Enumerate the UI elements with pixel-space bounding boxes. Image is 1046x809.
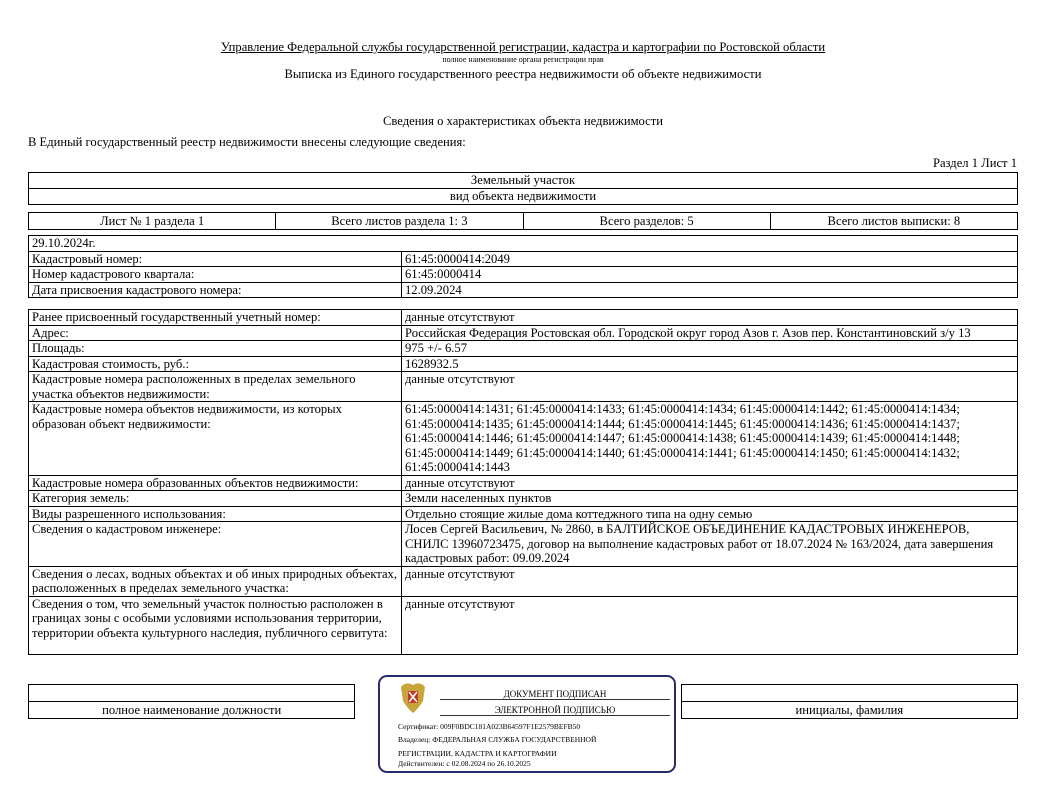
field-label: Сведения о том, что земельный участок полностью расположен в границах зоны с особыми условиями использования территории, территории объекта культурного наследия, публичного сервитута: <box>29 596 402 654</box>
field-label: Номер кадастрового квартала: <box>29 267 402 283</box>
name-caption: инициалы, фамилия <box>681 702 1017 719</box>
coat-of-arms-icon <box>398 679 428 719</box>
field-value: 61:45:0000414 <box>402 267 1018 283</box>
field-label: Площадь: <box>29 341 402 357</box>
table-row <box>29 267 1018 283</box>
signed-line-1: ДОКУМЕНТ ПОДПИСАН <box>440 689 670 700</box>
total-sheets: Всего листов выписки: 8 <box>770 213 1017 230</box>
table-row <box>29 310 1018 326</box>
main-info-table <box>28 235 1018 298</box>
object-type-table <box>28 172 1018 205</box>
characteristics-table <box>28 309 1018 655</box>
electronic-signature-stamp <box>378 675 676 773</box>
sheets-in-section: Всего листов раздела 1: 3 <box>276 213 523 230</box>
field-value: данные отсутствуют <box>402 310 1018 326</box>
position-caption: полное наименование должности <box>29 702 355 719</box>
field-value: 61:45:0000414:1431; 61:45:0000414:1433; 61:45:0000414:1434; 61:45:0000414:1442; 61:45:0000414:1434; 61:45:0000414:1435; 61:45:0000414:1444; 61:45:0000414:1445; 61:45:0000414:1436; 61:45:0000414:1437; 61:45:0000414:1446; 61:45:0000414:1447; 61:45:0000414:1438; 61:45:0000414:1439; 61:45:0000414:1448; 61:45:0000414:1449; 61:45:0000414:1440; 61:45:0000414:1441; 61:45:0000414:1450; 61:45:0000414:1432; 61:45:0000414:1443 <box>402 402 1018 476</box>
field-label: Кадастровая стоимость, руб.: <box>29 356 402 372</box>
field-value: Российская Федерация Ростовская обл. Городской округ город Азов г. Азов пер. Константиновский з/у 13 <box>402 325 1018 341</box>
field-value: данные отсутствуют <box>402 596 1018 654</box>
table-row <box>29 325 1018 341</box>
extract-date: 29.10.2024г. <box>29 236 1018 252</box>
object-type-caption: вид объекта недвижимости <box>29 189 1018 205</box>
table-row <box>29 491 1018 507</box>
table-row <box>29 506 1018 522</box>
table-row <box>29 596 1018 654</box>
field-label: Сведения о лесах, водных объектах и об иных природных объектах, расположенных в пределах земельного участка: <box>29 566 402 596</box>
table-row <box>29 402 1018 476</box>
table-row <box>29 522 1018 567</box>
table-row <box>29 356 1018 372</box>
sheet-number: Лист № 1 раздела 1 <box>29 213 276 230</box>
signed-line-2: ЭЛЕКТРОННОЙ ПОДПИСЬЮ <box>440 705 670 716</box>
field-value: 61:45:0000414:2049 <box>402 251 1018 267</box>
field-value: 975 +/- 6.57 <box>402 341 1018 357</box>
table-row <box>29 372 1018 402</box>
field-label: Ранее присвоенный государственный учетный номер: <box>29 310 402 326</box>
certificate: Сертификат: 009F0BDC181A023B64597F1E2579BEFB50 <box>398 722 581 731</box>
field-value: 12.09.2024 <box>402 282 1018 298</box>
organization-caption: полное наименование органа регистрации прав <box>442 55 604 64</box>
field-label: Кадастровый номер: <box>29 251 402 267</box>
table-row <box>29 566 1018 596</box>
intro-text: В Единый государственный реестр недвижимости внесены следующие сведения: <box>28 135 466 149</box>
table-row <box>29 282 1018 298</box>
field-label: Категория земель: <box>29 491 402 507</box>
object-type: Земельный участок <box>29 173 1018 189</box>
field-value: данные отсутствуют <box>402 475 1018 491</box>
owner-line-1: Владелец: ФЕДЕРАЛЬНАЯ СЛУЖБА ГОСУДАРСТВЕННОЙ <box>398 735 597 744</box>
field-value: Земли населенных пунктов <box>402 491 1018 507</box>
field-label: Адрес: <box>29 325 402 341</box>
field-label: Дата присвоения кадастрового номера: <box>29 282 402 298</box>
field-value: данные отсутствуют <box>402 372 1018 402</box>
field-value: данные отсутствуют <box>402 566 1018 596</box>
field-label: Сведения о кадастровом инженере: <box>29 522 402 567</box>
table-row <box>29 341 1018 357</box>
field-label: Кадастровые номера образованных объектов недвижимости: <box>29 475 402 491</box>
section-title: Сведения о характеристиках объекта недвижимости <box>383 114 663 128</box>
owner-line-2: РЕГИСТРАЦИИ, КАДАСТРА И КАРТОГРАФИИ <box>398 749 557 758</box>
field-label: Виды разрешенного использования: <box>29 506 402 522</box>
field-value: Лосев Сергей Васильевич, № 2860, в БАЛТИЙСКОЕ ОБЪЕДИНЕНИЕ КАДАСТРОВЫХ ИНЖЕНЕРОВ, СНИЛС 13960723475, договор на выполнение кадастровых работ от 18.07.2024 № 163/2024, дата завершения кадастровых работ: 09.09.2024 <box>402 522 1018 567</box>
part-label: Раздел 1 Лист 1 <box>932 156 1017 170</box>
field-label: Кадастровые номера объектов недвижимости, из которых образован объект недвижимости: <box>29 402 402 476</box>
organization-name: Управление Федеральной службы государственной регистрации, кадастра и картографии по Ростовской области <box>220 40 826 54</box>
table-row <box>29 251 1018 267</box>
total-sections: Всего разделов: 5 <box>523 213 770 230</box>
table-row <box>29 475 1018 491</box>
field-label: Кадастровые номера расположенных в пределах земельного участка объектов недвижимости: <box>29 372 402 402</box>
field-value: Отдельно стоящие жилые дома коттеджного типа на одну семью <box>402 506 1018 522</box>
document-title: Выписка из Единого государственного реестра недвижимости об объекте недвижимости <box>284 67 762 81</box>
sheets-table <box>28 212 1018 230</box>
validity: Действителен: с 02.08.2024 по 26.10.2025 <box>398 759 531 768</box>
field-value: 1628932.5 <box>402 356 1018 372</box>
